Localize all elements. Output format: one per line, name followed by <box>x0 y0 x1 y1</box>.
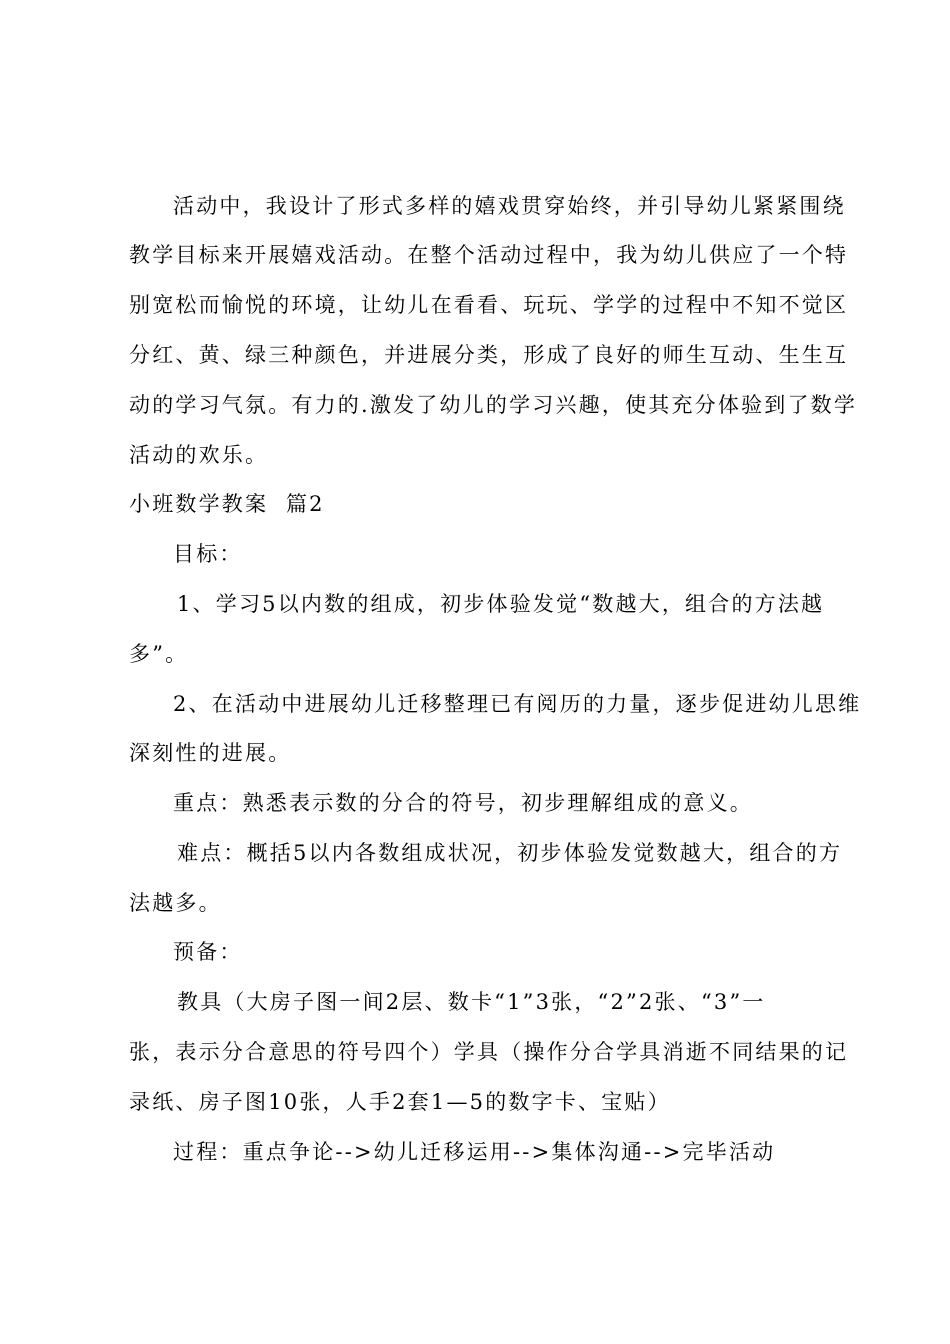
paragraph-line: 分红、黄、绿三种颜色，并进展分类，形成了良好的师生互动、生生互 <box>129 343 849 367</box>
goal-1-line: 1、学习5以内数的组成，初步体验发觉“数越大，组合的方法越 <box>177 592 825 616</box>
paragraph-line: 活动中，我设计了形式多样的嬉戏贯穿始终，并引导幼儿紧紧围绕 <box>173 194 846 218</box>
prep-line: 教具（大房子图一间2层、数卡“1”3张，“2”2张、“3”一 <box>177 990 766 1014</box>
section-title: 小班数学教案 篇2 <box>129 492 325 516</box>
goal-1-line: 多”。 <box>129 642 189 666</box>
prep-line: 张，表示分合意思的符号四个）学具（操作分合学具消逝不同结果的记 <box>129 1040 849 1064</box>
prep-label: 预备： <box>173 940 243 964</box>
goal-label: 目标： <box>173 542 243 566</box>
prep-line: 录纸、房子图10张，人手2套1—5的数字卡、宝贴） <box>129 1090 671 1114</box>
process-line: 过程：重点争论-->幼儿迁移运用-->集体沟通-->完毕活动 <box>173 1140 776 1164</box>
paragraph-line: 教学目标来开展嬉戏活动。在整个活动过程中，我为幼儿供应了一个特 <box>129 243 849 267</box>
key-point: 重点：熟悉表示数的分合的符号，初步理解组成的意义。 <box>173 791 753 815</box>
goal-2-line: 深刻性的进展。 <box>129 741 292 765</box>
paragraph-line: 动的学习气氛。有力的.激发了幼儿的学习兴趣，使其充分体验到了数学 <box>129 393 858 417</box>
difficulty-line: 难点：概括5以内各数组成状况，初步体验发觉数越大，组合的方 <box>177 841 843 865</box>
goal-2-line: 2、在活动中进展幼儿迁移整理已有阅历的力量，逐步促进幼儿思维 <box>173 692 862 716</box>
difficulty-line: 法越多。 <box>129 891 222 915</box>
paragraph-line: 活动的欢乐。 <box>129 443 269 467</box>
paragraph-line: 别宽松而愉悦的环境，让幼儿在看看、玩玩、学学的过程中不知不觉区 <box>129 293 849 317</box>
